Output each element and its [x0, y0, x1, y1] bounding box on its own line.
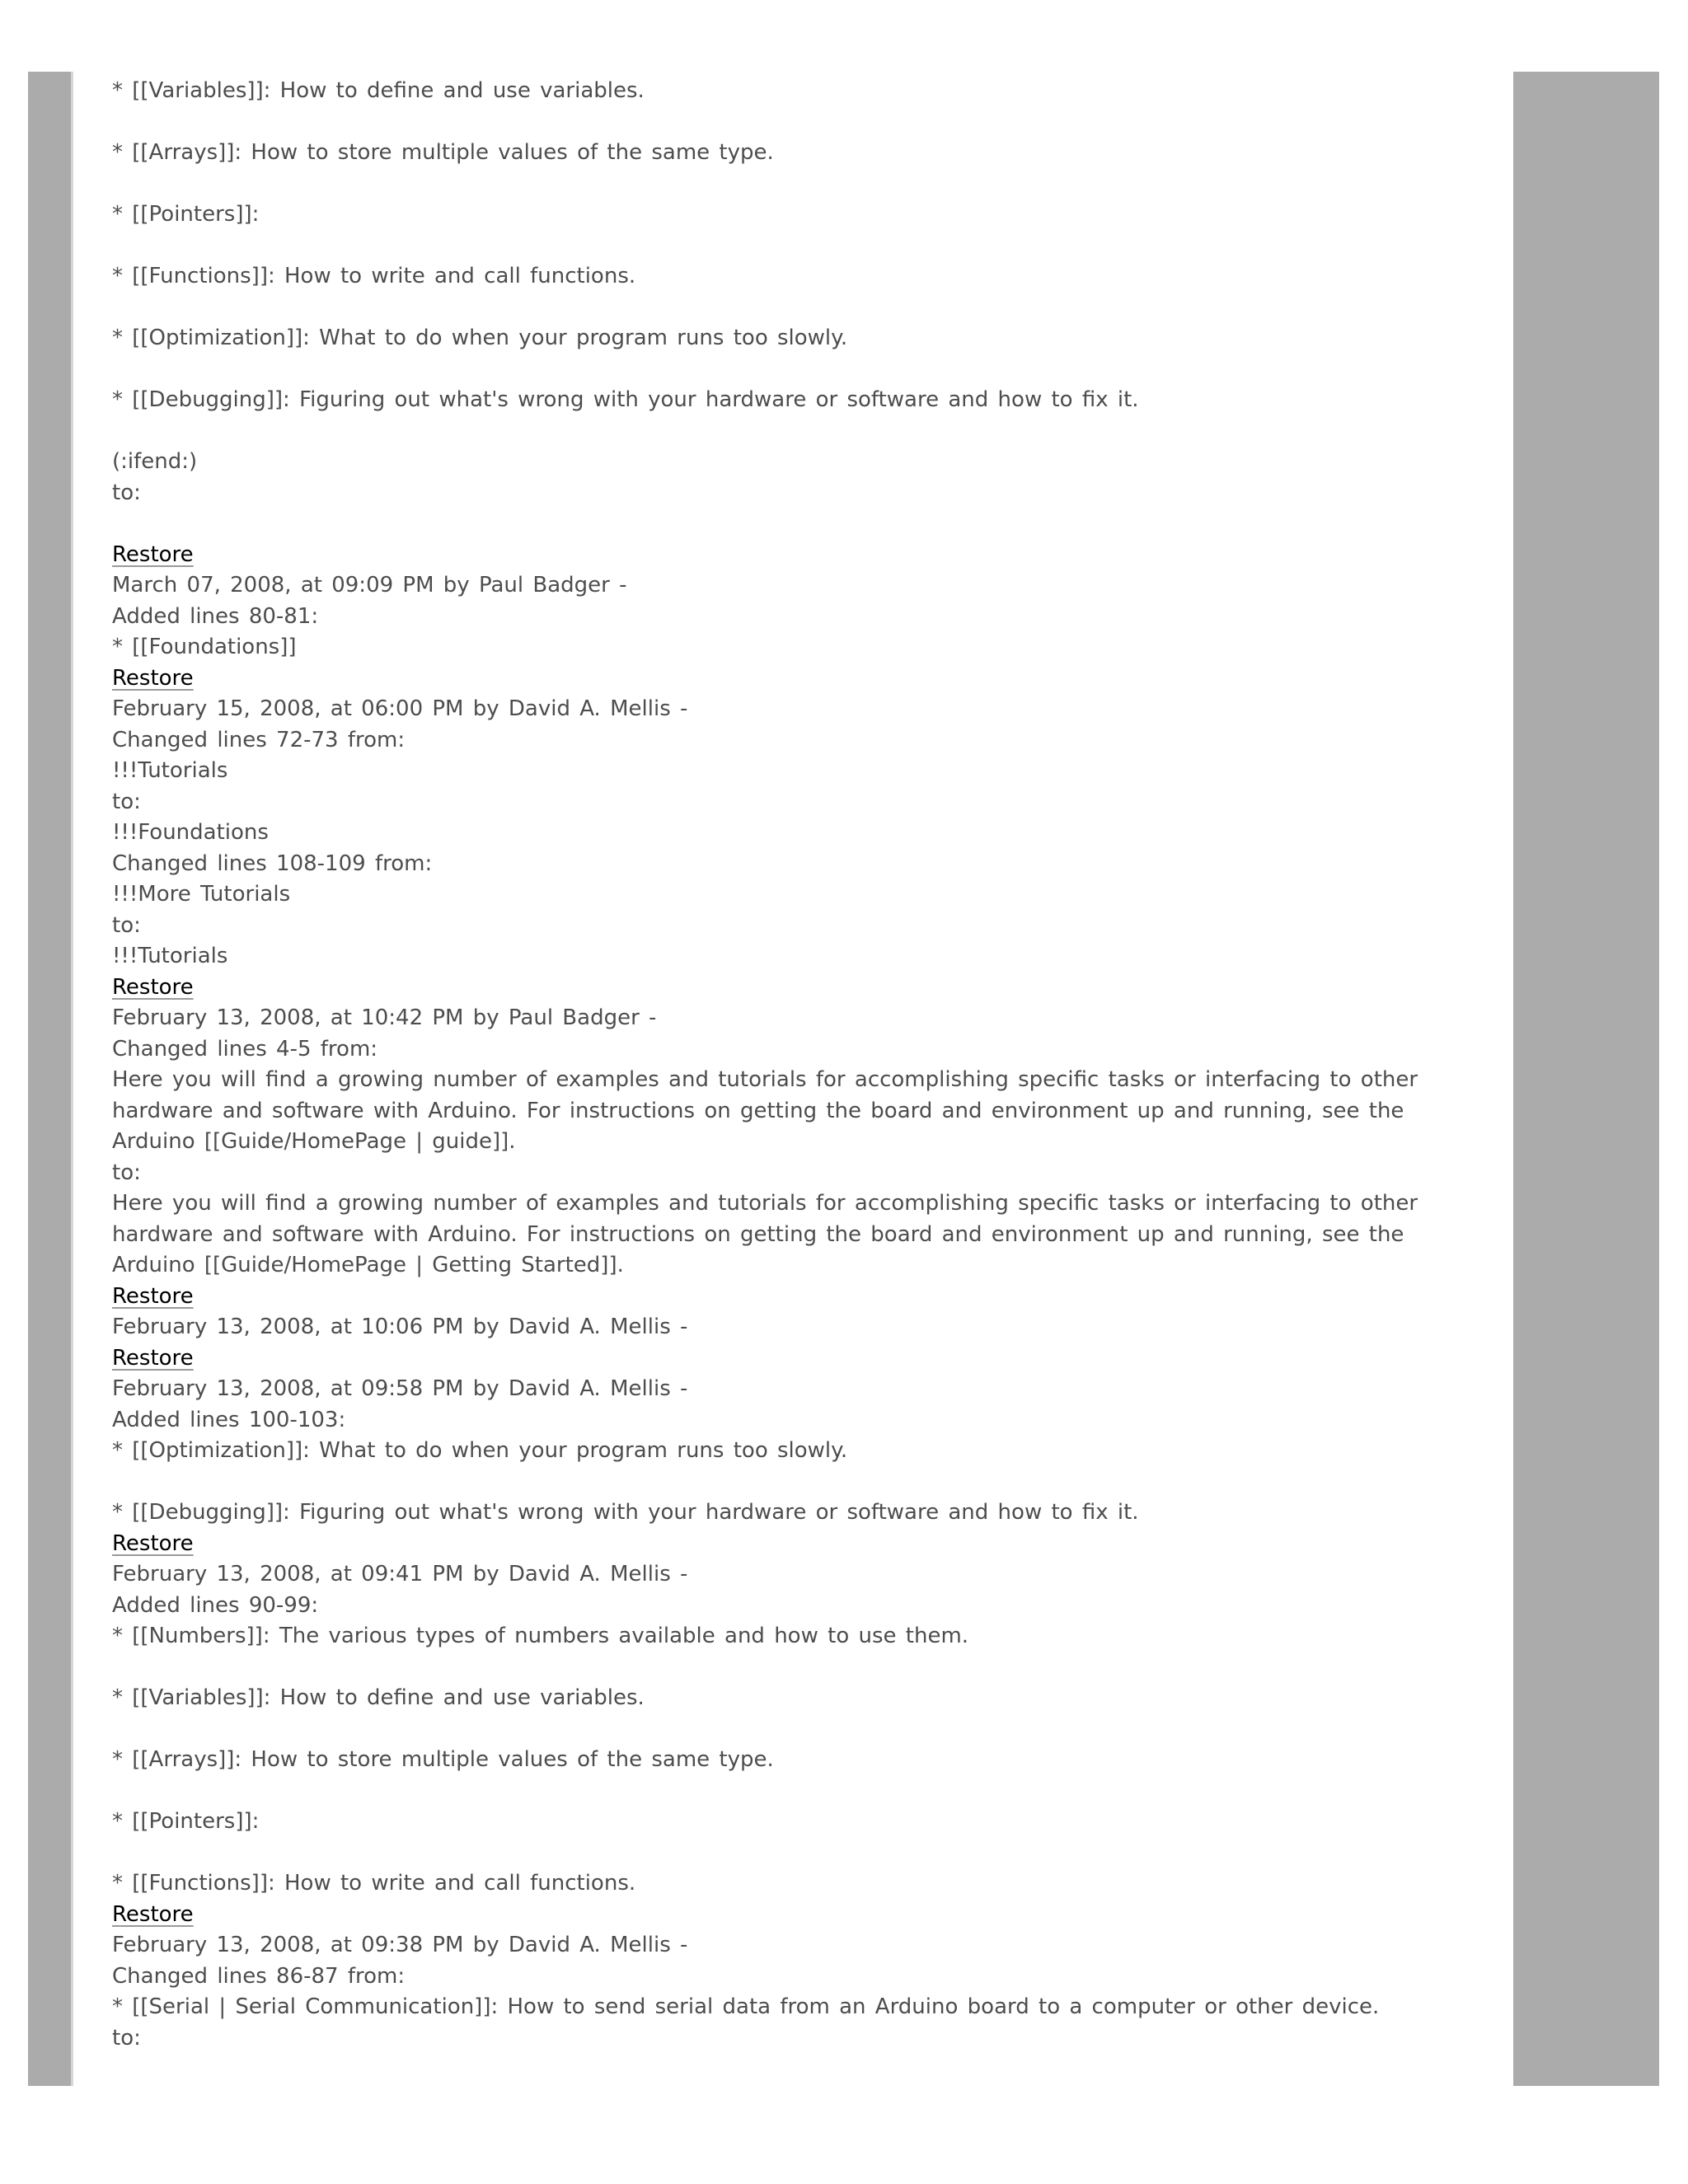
- right-gutter-bar: [1513, 72, 1659, 2086]
- revision: [112, 1343, 1464, 1375]
- diff-line: * [[Functions]]: How to write and call functions.: [112, 264, 636, 288]
- blank-line: [112, 231, 1464, 262]
- diff-line: * [[Pointers]]:: [112, 202, 260, 227]
- diff-line: Added lines 90-99:: [112, 1592, 319, 1618]
- diff-line: * [[Variables]]: How to define and use variables.: [112, 78, 645, 103]
- diff-line: !!!Foundations: [112, 820, 269, 845]
- revision-meta: February 13, 2008, at 10:06 PM by David A. Mellis -: [112, 1315, 688, 1339]
- diff-line: Added lines 80-81:: [112, 603, 319, 629]
- diff-line: !!!More Tutorials: [112, 882, 291, 907]
- diff-line: * [[Arrays]]: How to store multiple values of the same type.: [112, 1747, 774, 1772]
- blank-line: [112, 1467, 1464, 1498]
- blank-line: [112, 509, 1464, 540]
- diff-line: * [[Optimization]]: What to do when your program runs too slowly.: [112, 326, 848, 350]
- diff-line: Changed lines 108-109 from:: [112, 851, 433, 876]
- blank-line: [112, 354, 1464, 386]
- diff-line: to:: [112, 1160, 141, 1185]
- blank-line: [112, 293, 1464, 324]
- revision-meta: February 13, 2008, at 09:38 PM by David A. Mellis -: [112, 1933, 688, 1957]
- revision: [112, 663, 1464, 695]
- diff-line: to:: [112, 480, 141, 505]
- diff-line: !!!Tutorials: [112, 944, 228, 968]
- revision-meta: February 13, 2008, at 10:42 PM by Paul Badger -: [112, 1005, 657, 1030]
- diff-line: * [[Serial | Serial Communication]]: How to send serial data from an Arduino board to a computer or other device.: [112, 1994, 1380, 2019]
- revision: [112, 972, 1464, 1004]
- diff-line: to:: [112, 2025, 141, 2050]
- diff-line: * [[Debugging]]: Figuring out what's wrong with your hardware or software and how to fix it.: [112, 1500, 1139, 1525]
- revision: [112, 1900, 1464, 1931]
- revision-meta: March 07, 2008, at 09:09 PM by Paul Badger -: [112, 573, 627, 598]
- left-gutter-bar: [28, 72, 73, 2086]
- diff-line: * [[Numbers]]: The various types of numbers available and how to use them.: [112, 1624, 969, 1648]
- restore-link[interactable]: Restore: [112, 1345, 194, 1371]
- blank-line: [112, 1776, 1464, 1807]
- blank-line: [112, 1652, 1464, 1684]
- diff-line: * [[Optimization]]: What to do when your program runs too slowly.: [112, 1438, 848, 1463]
- blank-line: [112, 169, 1464, 200]
- revision-meta: February 13, 2008, at 09:41 PM by David A. Mellis -: [112, 1562, 688, 1586]
- diff-line: * [[Arrays]]: How to store multiple values of the same type.: [112, 140, 774, 165]
- diff-line: Changed lines 4-5 from:: [112, 1036, 378, 1062]
- diff-paragraph: Here you will find a growing number of examples and tutorials for accomplishing specific tasks or interfacing to other hardware and software with Arduino. For instructions on getting the board and environment up and running, see the Arduino [[Guide/HomePage | guide]].: [112, 1067, 1418, 1154]
- revision: [112, 540, 1464, 571]
- restore-link[interactable]: Restore: [112, 1530, 194, 1556]
- restore-link[interactable]: Restore: [112, 1283, 194, 1309]
- diff-line: * [[Debugging]]: Figuring out what's wrong with your hardware or software and how to fix it.: [112, 387, 1139, 412]
- diff-line: Changed lines 72-73 from:: [112, 727, 406, 752]
- revision: [112, 1282, 1464, 1313]
- restore-link[interactable]: Restore: [112, 974, 194, 1000]
- restore-link[interactable]: Restore: [112, 665, 194, 691]
- blank-line: [112, 1714, 1464, 1746]
- diff-line: (:ifend:): [112, 449, 198, 474]
- diff-line: !!!Tutorials: [112, 758, 228, 783]
- diff-line: * [[Variables]]: How to define and use variables.: [112, 1685, 645, 1710]
- blank-line: [112, 416, 1464, 448]
- diff-line: * [[Functions]]: How to write and call functions.: [112, 1871, 636, 1896]
- revision-meta: February 13, 2008, at 09:58 PM by David A. Mellis -: [112, 1376, 688, 1401]
- diff-line: * [[Foundations]]: [112, 635, 297, 659]
- blank-line: [112, 107, 1464, 138]
- diff-paragraph: Here you will find a growing number of examples and tutorials for accomplishing specific tasks or interfacing to other hardware and software with Arduino. For instructions on getting the board and environment up and running, see the Arduino [[Guide/HomePage | Getting Started]].: [112, 1191, 1418, 1277]
- restore-link[interactable]: Restore: [112, 1901, 194, 1927]
- diff-line: Added lines 100-103:: [112, 1407, 346, 1432]
- page-history-content: [112, 76, 1464, 2054]
- diff-line: * [[Pointers]]:: [112, 1809, 260, 1834]
- diff-line: to:: [112, 789, 141, 814]
- revision-meta: February 15, 2008, at 06:00 PM by David A. Mellis -: [112, 696, 688, 721]
- diff-line: to:: [112, 912, 141, 938]
- revision: [112, 1529, 1464, 1560]
- blank-line: [112, 1838, 1464, 1869]
- restore-link[interactable]: Restore: [112, 541, 194, 567]
- diff-line: Changed lines 86-87 from:: [112, 1963, 406, 1989]
